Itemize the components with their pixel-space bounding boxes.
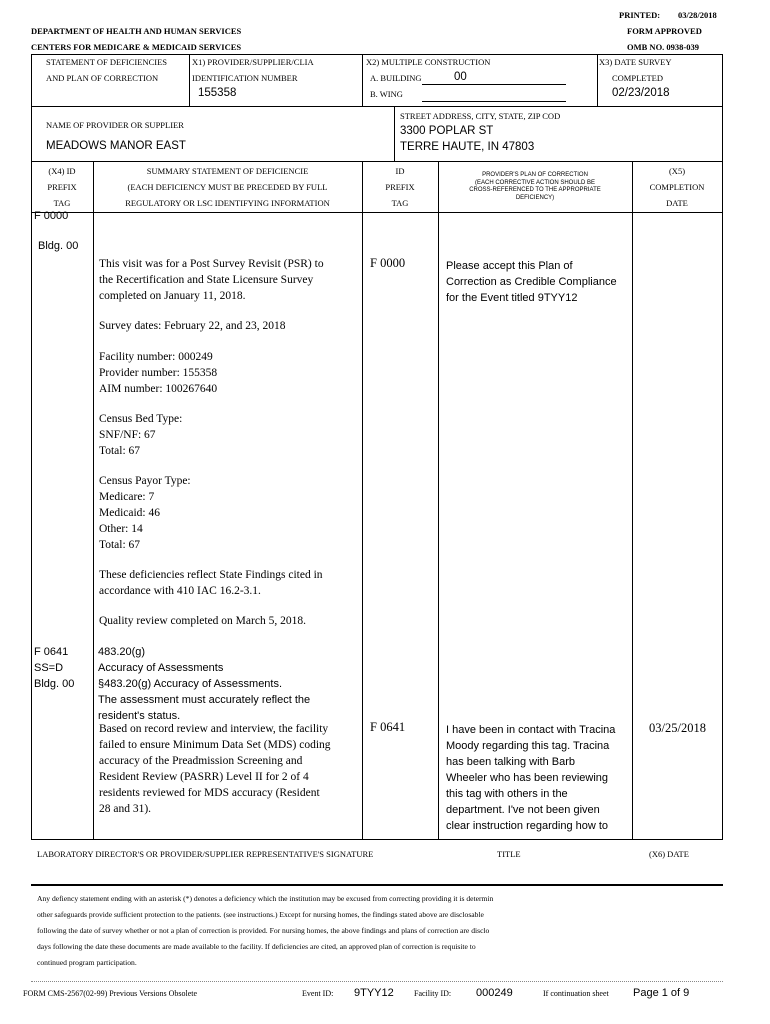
x4-header: (X4) ID	[48, 166, 76, 176]
plan-p1: Please accept this Plan of Correction as Credible Compliance for the Event titled 9TYY12	[446, 260, 617, 304]
id-f0641: F 0641	[370, 720, 406, 734]
id-header-2: PREFIX	[385, 182, 415, 192]
plan-header: PROVIDER'S PLAN OF CORRECTION (EACH CORRECTIVE ACTION SHOULD BE CROSS-REFERENCED TO THE APPROPRIATE DEFICIENCY)	[469, 172, 601, 201]
summary-p8: Based on record review and interview, the facility failed to ensure Minimum Data Set (MDS) coding accuracy of the Preadmission Screening and Resident Review (PASRR) Level II for 2 of 4 residents reviewed for MDS accuracy (Resident 28 and 31).	[99, 723, 331, 815]
completion-date-f0641: 03/25/2018	[649, 721, 706, 735]
printed-label: PRINTED:	[619, 10, 661, 20]
x5-header-3: DATE	[666, 198, 688, 208]
wing-label: B. WING	[370, 89, 403, 99]
x1-label: X1) PROVIDER/SUPPLIER/CLIA	[192, 57, 314, 67]
summary-p3: Facility number: 000249 Provider number: 155358 AIM number: 100267640	[99, 351, 218, 395]
building-value: 00	[454, 71, 467, 83]
summary-p1: This visit was for a Post Survey Revisit (PSR) to the Recertification and State Licensure Survey completed on January 11, 2018.	[99, 258, 324, 302]
id-header-3: TAG	[391, 198, 409, 208]
street-line-2: TERRE HAUTE, IN 47803	[400, 141, 535, 153]
summary-p4: Census Bed Type: SNF/NF: 67 Total: 67	[99, 413, 183, 457]
statement-label-2: AND PLAN OF CORRECTION	[46, 73, 159, 83]
summary-p7: Quality review completed on March 5, 2018.	[99, 615, 306, 627]
x3-label: X3) DATE SURVEY	[599, 57, 672, 67]
form-number: FORM CMS-2567(02-99) Previous Versions Obsolete	[23, 989, 198, 998]
tag-f0000: F 0000	[34, 210, 69, 222]
plan-p2: I have been in contact with Tracina Moody regarding this tag. Tracina has been talking with Barb Wheeler who has been reviewing this tag with others in the department. I've not been given clear instruction regarding how to	[446, 724, 616, 832]
building-label: A. BUILDING	[370, 73, 422, 83]
event-id-value: 9TYY12	[354, 987, 394, 999]
x4-header-2: PREFIX	[47, 182, 77, 192]
summary-p2: Survey dates: February 22, and 23, 2018	[99, 320, 286, 332]
page-number: Page 1 of 9	[633, 987, 690, 999]
id-header: ID	[395, 166, 405, 176]
street-line-1: 3300 POPLAR ST	[400, 125, 494, 137]
street-label: STREET ADDRESS, CITY, STATE, ZIP COD	[400, 111, 561, 121]
x5-header: (X5)	[668, 166, 686, 176]
department-title: DEPARTMENT OF HEALTH AND HUMAN SERVICES	[31, 26, 242, 36]
x3-label-2: COMPLETED	[612, 73, 663, 83]
printed-date: 03/28/2018	[678, 10, 717, 20]
centers-title: CENTERS FOR MEDICARE & MEDICAID SERVICES	[31, 42, 242, 52]
provider-name-value: MEADOWS MANOR EAST	[46, 140, 186, 152]
omb-number: OMB NO. 0938-039	[627, 42, 700, 52]
provider-name-label: NAME OF PROVIDER OR SUPPLIER	[46, 120, 184, 130]
title-label: TITLE	[497, 849, 521, 859]
summary-header-3: REGULATORY OR LSC IDENTIFYING INFORMATION	[125, 198, 330, 208]
x1-label-2: IDENTIFICATION NUMBER	[192, 73, 298, 83]
tag-f0641: F 0641 SS=D Bldg. 00	[34, 646, 75, 690]
summary-header-2: (EACH DEFICIENCY MUST BE PRECEDED BY FULL	[127, 182, 328, 192]
summary-header: SUMMARY STATEMENT OF DEFICIENCIE	[146, 166, 309, 176]
survey-date-value: 02/23/2018	[612, 87, 670, 99]
signature-label: LABORATORY DIRECTOR'S OR PROVIDER/SUPPLIER REPRESENTATIVE'S SIGNATURE	[37, 849, 374, 859]
x4-header-3: TAG	[53, 198, 71, 208]
summary-p6: These deficiencies reflect State Findings cited in accordance with 410 IAC 16.2-3.1.	[99, 569, 323, 597]
x5-header-2: COMPLETION	[649, 182, 705, 192]
disclaimer: Any defiency statement ending with an asterisk (*) denotes a deficiency which the institution may be excused from correcting providing it is determin other safeguards provide sufficient protection to the patients. (see instructions.) Except for nursing homes, the findings stated above are disclosable following the date of survey whether or not a plan of correction is provided. For nursing homes, the above findings and plans of correction are disclo days following the date these documents are made available to the facility. If deficiencies are cited, an approved plan of correction is requisite to continued program participation.	[37, 894, 494, 967]
bldg-00: Bldg. 00	[38, 240, 79, 252]
facility-id-label: Facility ID:	[414, 989, 452, 998]
event-id-label: Event ID:	[302, 989, 334, 998]
x6-date-label: (X6) DATE	[649, 849, 689, 859]
summary-p5: Census Payor Type: Medicare: 7 Medicaid: 46 Other: 14 Total: 67	[99, 475, 191, 551]
form-approved: FORM APPROVED	[627, 26, 702, 36]
statement-label: STATEMENT OF DEFICIENCIES	[46, 57, 168, 67]
provider-id-value: 155358	[198, 87, 237, 99]
continuation-label: If continuation sheet	[543, 989, 609, 998]
regulation-f0641: 483.20(g) Accuracy of Assessments §483.20(g) Accuracy of Assessments. The assessment must accurately reflect the resident's status.	[98, 646, 311, 722]
facility-id-value: 000249	[476, 987, 513, 999]
x2-label: X2) MULTIPLE CONSTRUCTION	[366, 57, 491, 67]
id-f0000: F 0000	[370, 256, 406, 270]
